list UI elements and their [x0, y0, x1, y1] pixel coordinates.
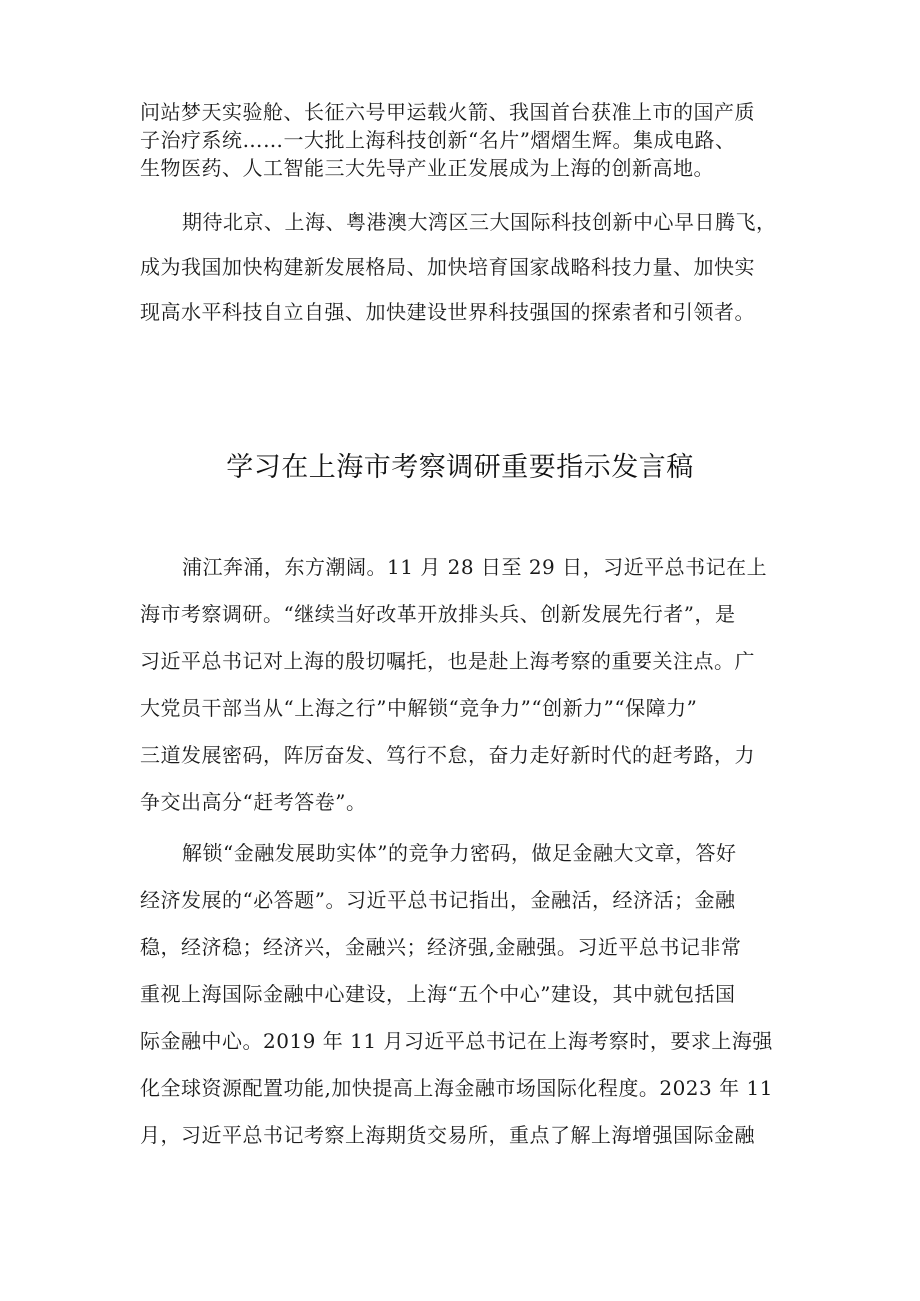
document-title: 学习在上海市考察调研重要指示发言稿	[226, 452, 694, 483]
text-line: 现高水平科技自立自强、加快建设世界科技强国的探索者和引领者。	[140, 300, 755, 324]
text-line: 海市考察调研。“继续当好改革开放排头兵、创新发展先行者”，是	[140, 602, 736, 626]
text-line: 月，习近平总书记考察上海期货交易所，重点了解上海增强国际金融	[140, 1123, 755, 1147]
text-line: 问站梦天实验舱、长征六号甲运载火箭、我国首台获准上市的国产质	[140, 100, 755, 124]
text-line: 重视上海国际金融中心建设，上海“五个中心”建设，其中就包括国	[140, 982, 736, 1006]
text-line: 生物医药、人工智能三大先导产业正发展成为上海的创新高地。	[140, 156, 714, 180]
paragraph-finance	[140, 830, 800, 1159]
text-line: 期待北京、上海、粤港澳大湾区三大国际科技创新中心早日腾飞，	[182, 210, 777, 234]
paragraph-intro	[140, 544, 800, 826]
paragraph-continuation	[140, 98, 800, 182]
text-line: 大党员干部当从“上海之行”中解锁“竞争力”“创新力”“保障力”	[140, 696, 698, 720]
paragraph-expectation	[140, 200, 800, 335]
text-line: 解锁“金融发展助实体”的竞争力密码，做足金融大文章，答好	[182, 841, 737, 865]
text-line: 习近平总书记对上海的殷切嘱托，也是赴上海考察的重要关注点。广	[140, 649, 755, 673]
text-line: 经济发展的“必答题”。习近平总书记指出，金融活，经济活；金融	[140, 888, 736, 912]
text-line: 际金融中心。2019 年 11 月习近平总书记在上海考察时，要求上海强	[140, 1029, 773, 1053]
text-line: 浦江奔涌，东方潮阔。11 月 28 日至 29 日，习近平总书记在上	[182, 555, 768, 579]
text-line: 化全球资源配置功能,加快提高上海金融市场国际化程度。2023 年 11	[140, 1076, 773, 1100]
text-line: 三道发展密码，阵厉奋发、笃行不怠，奋力走好新时代的赶考路，力	[140, 743, 755, 767]
text-line: 稳，经济稳；经济兴，金融兴；经济强,金融强。习近平总书记非常	[140, 935, 742, 959]
text-line: 子治疗系统……一大批上海科技创新“名片”熠熠生辉。集成电路、	[140, 128, 736, 152]
text-line: 成为我国加快构建新发展格局、加快培育国家战略科技力量、加快实	[140, 255, 755, 279]
text-line: 争交出高分“赶考答卷”。	[140, 790, 367, 814]
